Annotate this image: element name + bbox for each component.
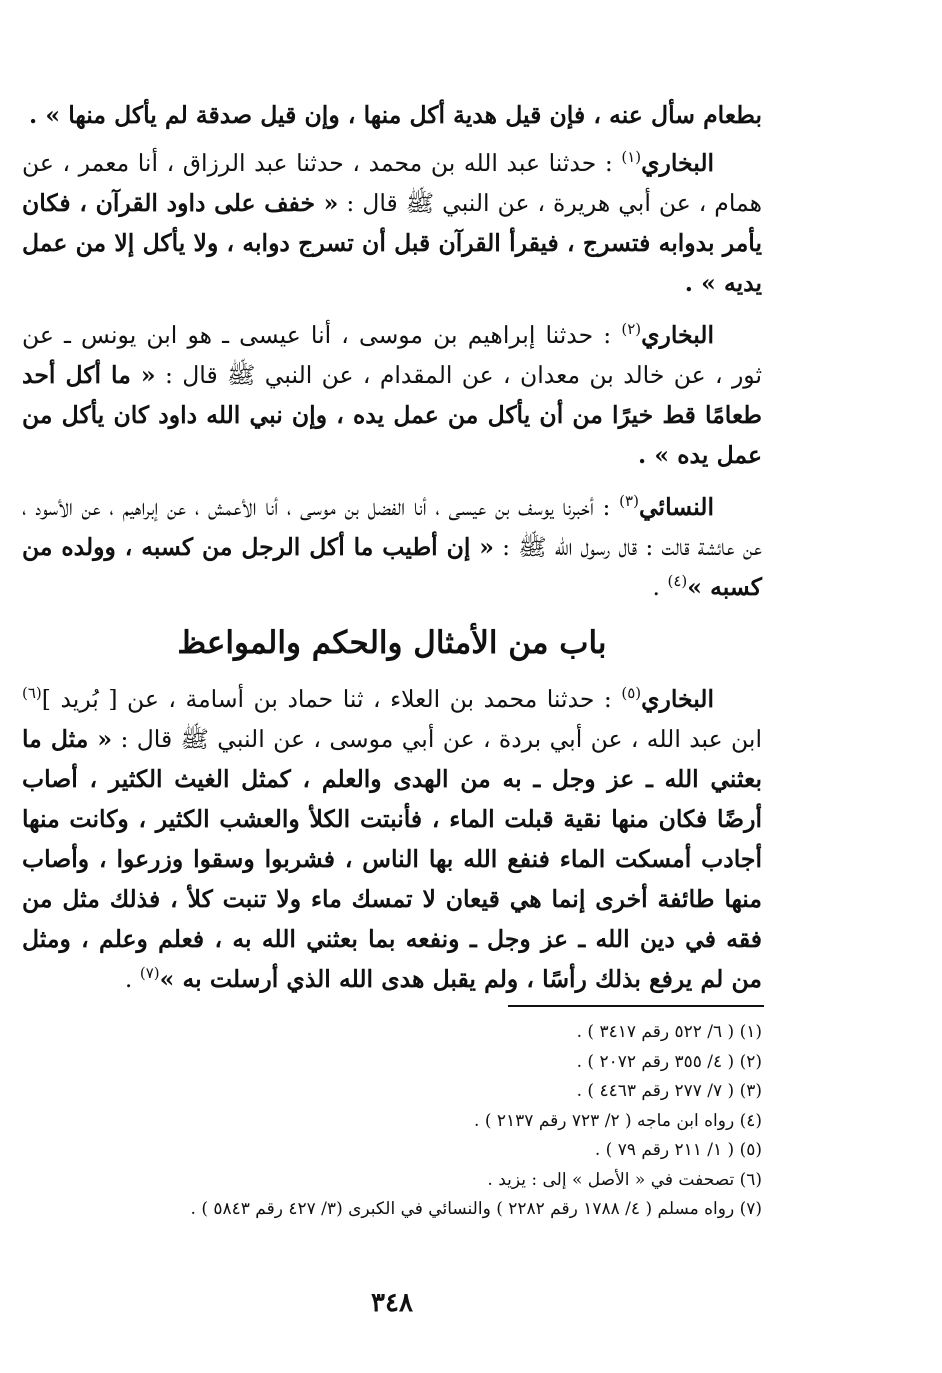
footnote-ref: (١) [621,148,642,167]
source-name: البخاري [641,149,715,177]
hadith-paragraph-2 [22,315,762,475]
footnote-separator [508,1005,764,1007]
hadith-quote: « خفف على داود القرآن ، فكان يأمر بدوابه فتسرج ، فيقرأ القرآن قبل أن تسرج دوابه ، ولا يأكل إلا من عمل يديه » . [22,189,762,297]
hadith-paragraph-4 [22,679,762,999]
source-name: البخاري [641,685,714,713]
main-text [22,95,762,1011]
page-number: ٣٤٨ [371,1288,413,1318]
footnote-ref: (٦) [22,684,42,703]
footnote-5: (٥) ( ١/ ٢١١ رقم ٧٩ ) . [594,1140,762,1160]
source-name: النسائي [638,493,714,521]
hadith-quote: « ما أكل أحد طعامًا قط خيرًا من أن يأكل من عمل يده ، وإن نبي الله داود كان يأكل من عمل يده » . [22,361,762,469]
footnote-6: (٦) تصحفت في « الأصل » إلى : يزيد . [487,1169,762,1190]
continuation-text: بطعام سأل عنه ، فإن قيل هدية أكل منها ، وإن قيل صدقة لم يأكل منها » . [29,101,762,129]
hadith-quote: « إن أطيب ما أكل الرجل من كسبه ، وولده من كسبه » [22,533,762,601]
isnad-chain-continued: ابن عبد الله ، عن أبي بردة ، عن أبي موسى ، عن النبي ﷺ قال : [120,725,762,753]
footnote-1: (١) ( ٦/ ٥٢٢ رقم ٣٤١٧ ) . [576,1022,762,1042]
footnote-7: (٧) رواه مسلم ( ٤/ ١٧٨٨ رقم ٢٢٨٢ ) والنسائي في الكبرى (٣/ ٤٢٧ رقم ٥٨٤٣ ) . [190,1199,762,1219]
footnotes [22,1018,762,1225]
source-name: البخاري [641,321,714,349]
footnote-ref: (٢) [621,320,642,339]
isnad-chain: : حدثنا عبد الله بن محمد ، حدثنا عبد الرزاق ، أنا معمر ، عن همام ، عن أبي هريرة ، عن النبي ﷺ قال : [22,149,762,217]
chapter-heading: باب من الأمثال والحكم والمواعظ [177,625,607,661]
footnote-4: (٤) رواه ابن ماجه ( ٢/ ٧٢٣ رقم ٢١٣٧ ) . [474,1110,762,1131]
paragraph-continuation [22,95,762,135]
isnad-chain: : حدثنا محمد بن العلاء ، ثنا حماد بن أسامة ، عن [ بُريد ] [41,685,612,713]
footnote-ref: (٤) [667,572,688,591]
footnote-ref: (٣) [619,492,639,511]
paragraph-end-mark: . [652,573,661,601]
hadith-quote: « مثل ما بعثني الله ـ عز وجل ـ به من الهدى والعلم ، كمثل الغيث الكثير ، أصاب أرضًا فكان منها نقية قبلت الماء ، فأنبتت الكلأ والعشب الكثير ، وكانت منها أجادب أمسكت الماء فنفع الله بها الناس ، فشربوا وسقوا وزرعوا ، وأصاب منها طائفة أخرى إنما هي قيعان لا تمسك ماء ولا تنبت كلأ ، فذلك مثل من فقه في دين الله ـ عز وجل ـ ونفعه بما بعثني الله به ، فعلم وعلم ، ومثل من لم يرفع بذلك رأسًا ، ولم يقبل هدى الله الذي أرسلت به » [22,725,762,993]
hadith-paragraph-3 [22,487,762,607]
footnote-ref: (٥) [621,684,642,703]
footnote-3: (٣) ( ٧/ ٢٧٧ رقم ٤٤٦٣ ) . [576,1081,762,1101]
footnote-2: (٢) ( ٤/ ٣٥٥ رقم ٢٠٧٢ ) . [576,1051,762,1072]
isnad-chain: : حدثنا إبراهيم بن موسى ، أنا عيسى ـ هو ابن يونس ـ عن ثور ، عن خالد بن معدان ، عن المقدام ، عن النبي ﷺ قال : [22,321,762,389]
paragraph-end-mark: . [124,965,133,993]
isnad-chain: : أخبرنا يوسف بن عيسى ، أنا الفضل بن موسى ، أنا الأعمش ، عن إبراهيم ، عن الأسود ، عن عائشة قالت : قال رسول الله ﷺ : [22,493,762,561]
hadith-paragraph-1 [22,143,762,303]
footnote-ref: (٧) [139,964,160,983]
